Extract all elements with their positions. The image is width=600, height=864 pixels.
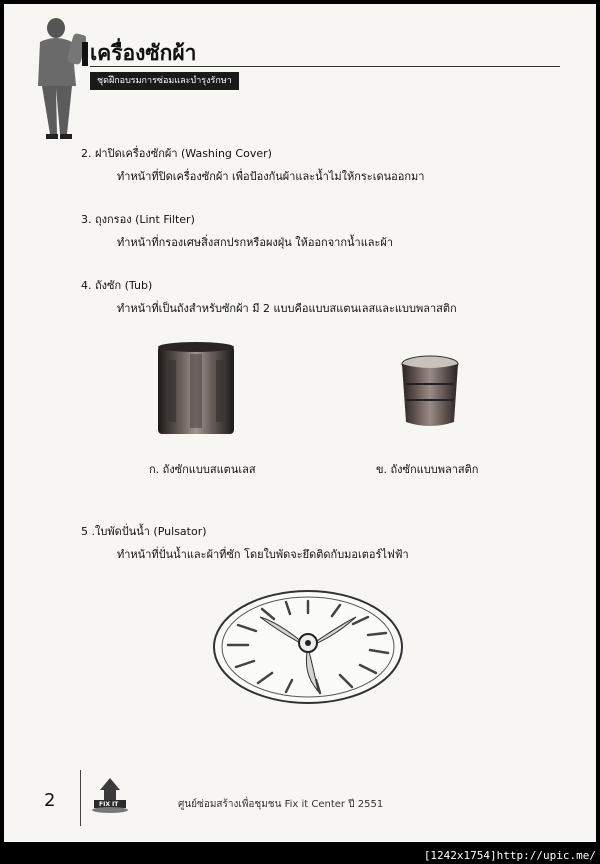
pulsator-image <box>210 587 406 707</box>
footer-text: ศูนย์ซ่อมสร้างเพื่อชุมชน Fix it Center ปี 2551 <box>178 799 384 810</box>
subtitle-badge: ชุดฝึกอบรมการซ่อมและบำรุงรักษา <box>90 72 239 90</box>
section-heading-tub: 4. ถังซัก (Tub) <box>81 279 153 292</box>
technician-mascot-illustration <box>30 16 86 146</box>
section-heading-lint-filter: 3. ถุงกรอง (Lint Filter) <box>81 213 195 226</box>
section-heading-pulsator: 5 .ใบพัดปั่นน้ำ (Pulsator) <box>81 525 207 538</box>
section-body-pulsator: ทำหน้าที่ปั่นน้ำและผ้าที่ซัก โดยใบพัดจะยึดติดกับมอเตอร์ไฟฟ้า <box>117 548 409 561</box>
watermark-text: [1242x1754]http://upic.me/ <box>423 849 596 862</box>
plastic-tub-image <box>396 354 464 430</box>
caption-plastic-tub: ข. ถังซักแบบพลาสติก <box>376 463 479 476</box>
page-number: 2 <box>44 790 56 811</box>
logo-text: FIX IT <box>99 801 119 808</box>
page-title: เครื่องซักผ้า <box>90 41 197 65</box>
stainless-tub-image <box>154 340 238 438</box>
section-body-washing-cover: ทำหน้าที่ปิดเครื่องซักผ้า เพื่อป้องกันผ้าและน้ำไม่ให้กระเดนออกมา <box>117 170 425 183</box>
caption-stainless-tub: ก. ถังซักแบบสแตนเลส <box>149 463 256 476</box>
title-accent-bar <box>82 42 88 66</box>
fix-it-logo <box>90 776 130 814</box>
section-heading-washing-cover: 2. ฝาปิดเครื่องซักผ้า (Washing Cover) <box>81 147 272 160</box>
footer-divider <box>80 770 81 826</box>
document-page <box>4 4 596 842</box>
section-body-lint-filter: ทำหน้าที่กรองเศษสิ่งสกปรกหรือผงฝุ่น ให้ออกจากน้ำและผ้า <box>117 236 394 249</box>
section-body-tub: ทำหน้าที่เป็นถังสำหรับซักผ้า มี 2 แบบคือแบบสแตนเลสและแบบพลาสติก <box>117 302 457 315</box>
title-underline <box>90 66 560 67</box>
